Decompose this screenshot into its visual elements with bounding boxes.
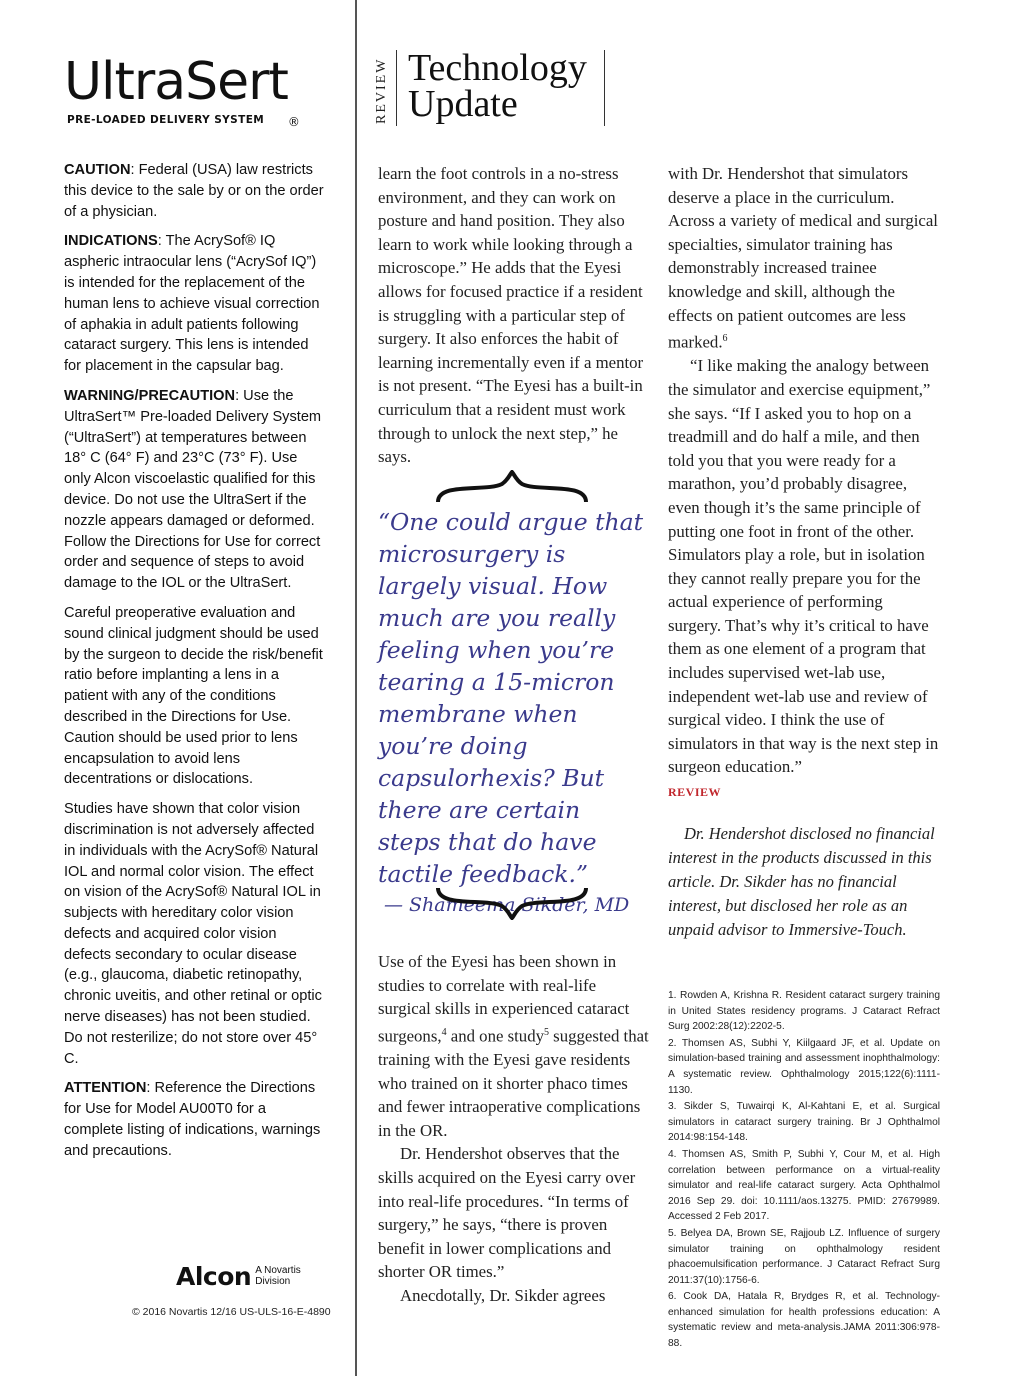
pull-quote-attribution: — Shameema Sikder, MD [384, 894, 630, 916]
ref-sup-4: 4 [441, 1026, 447, 1038]
warning-text: : Use the UltraSert™ Pre-loaded Delivery System (“UltraSert”) at temperatures between 18° C (64° F) and 23°C (73° F). Use only Alcon viscoelastic qualified for this device. Do not use the UltraSert if the nozzle appears damaged or deformed. Follow the Directions for Use for correct order and sequence of steps to avoid damage to the IOL or the UltraSert. [64, 387, 322, 592]
pull-quote [378, 506, 650, 920]
logo-tagline: PRE-LOADED DELIVERY SYSTEM [67, 114, 265, 126]
references-list [668, 988, 940, 1353]
novartis-line1: A Novartis [255, 1265, 301, 1276]
pull-quote-text: “One could argue that microsurgery is largely visual. How much are you really feeling when you’re tearing a 15-micron membrane when you’re doing capsulorhexis? But there are certain steps that do have tactile feedback.” [378, 508, 644, 888]
brand-name: UltraSert [64, 52, 288, 112]
col1-p1-part-b: and one study [446, 1026, 544, 1046]
evaluation-paragraph: Careful preoperative evaluation and sound clinical judgment should be used by the surgeon to decide the risk/benefit ratio before implanting a lens in a patient with any of the conditions described in the Directions for Use. Caution should be used prior to lens encapsulation to avoid lens decentrations or dislocations. [64, 604, 323, 788]
review-label-text: REVIEW [374, 57, 389, 124]
reference-item: 6. Cook DA, Hatala R, Brydges R, et al. Technology-enhanced simulation for health professions education: A systematic review and meta-analysis.JAMA 2011:306:978-88. [668, 1291, 940, 1350]
reference-item: 3. Sikder S, Tuwairqi K, Al-Kahtani E, et al. Surgical simulators in cataract surgery training. Br J Ophthalmol 2014:98:154-148. [668, 1101, 940, 1144]
copyright-line: © 2016 Novartis 12/16 US-ULS-16-E-4890 [132, 1306, 331, 1318]
reference-item: 4. Thomsen AS, Smith P, Subhi Y, Cour M, et al. High correlation between performance on a virtual-reality simulator and real-life cataract surgery. Acta Ophthalmol 2016 Sep 29. doi: 10.1111/aos.13275. PMID: 27679989. Accessed 2 Feb 2017. [668, 1148, 940, 1223]
col1-p1-part-c: suggested that training with the Eyesi gave residents who trained on it shorter phaco times and fewer intraoperative complications in the OR. [378, 1026, 649, 1140]
col1-paragraph-2: Dr. Hendershot observes that the skills acquired on the Eyesi carry over into real-life procedures. “In terms of surgery,” he says, “there is proven benefit in lower complications and shorter OR times.” [378, 1144, 636, 1282]
novartis-line2: Division [255, 1276, 291, 1287]
brace-bottom-icon [436, 886, 588, 920]
indications-paragraph [64, 231, 326, 377]
reference-item: 5. Belyea DA, Brown SE, Rajjoub LZ. Influence of surgery simulator training on ophthalmology resident phacoemulsification performance. J Cataract Refract Surg 2011:37(10):1756-6. [668, 1227, 940, 1286]
disclosure-text: Dr. Hendershot disclosed no financial interest in the products discussed in this article. Dr. Sikder has no financial interest, but disclosed her role as an unpaid advisor to Immersive-Touch. [668, 824, 935, 939]
article-col1-top [378, 162, 650, 469]
novartis-division [255, 1265, 301, 1287]
ultrasert-ad [0, 0, 356, 1376]
header-rule-right [604, 50, 605, 126]
attention-text: : Reference the Directions for Use for Model AU00T0 for a complete listing of indications, warnings and precautions. [64, 1080, 321, 1159]
col1-paragraph-1 [378, 950, 650, 1142]
caution-text: : Federal (USA) law restricts this device to the sale by or on the order of a physician. [64, 162, 324, 220]
indications-text: : The AcrySof® IQ aspheric intraocular lens (“AcrySof IQ”) is intended for the replacement of the human lens to achieve visual correction of aphakia in adult patients following cataract surgery. This lens is intended for placement in the capsular bag. [64, 233, 320, 375]
studies-paragraph: Studies have shown that color vision discrimination is not adversely affected in individuals with the AcrySof® Natural IOL and normal color vision. The effect on vision of the AcrySof® Natural IOL in subjects with hereditary color vision defects and acquired color vision defects secondary to ocular disease (e.g., glaucoma, diabetic retinopathy, chronic uveitis, and other retinal or optic nerve diseases) has not been studied. Do not resterilize; do not store over 45° C. [64, 801, 322, 1067]
alcon-wordmark: Alcon [176, 1261, 252, 1291]
col2-p1-text: with Dr. Hendershot that simulators deserve a place in the curriculum. Across a variety of medical and surgical specialties, simulator training has demonstrably increased trainee knowledge and skill, although the effects on patient outcomes are less marked. [668, 164, 938, 352]
registered-mark: ® [287, 115, 299, 129]
review-tag-text: REVIEW [668, 785, 722, 800]
col2-paragraph-2: “I like making the analogy between the simulator and exercise equipment,” she says. “If I asked you to hop on a treadmill and do half a mile, and then told you that you were ready for a marathon, you’d probably disagree, even though it’s the same principle of putting one foot in front of the other. Simulators play a role, but in isolation they cannot really prepare you for the actual experience of performing surgery. That’s why it’s critical to have them as one element of a program that includes supervised wet-lab use, independent wet-lab use and review of surgical video. I think the use of simulators in that way is the next step in surgeon education.” [668, 356, 939, 777]
attention-label: ATTENTION [64, 1080, 147, 1097]
warning-label: WARNING/PRECAUTION [64, 387, 236, 404]
header-rule-left [396, 50, 397, 126]
alcon-logo [176, 1262, 301, 1290]
title-line-2: Update [408, 83, 518, 125]
col1-top-paragraph: learn the foot controls in a no-stress environment, and they can work on posture and hand position. They also learn to work while looking through a microscope.” He adds that the Eyesi allows for focused practice if a resident is struggling with a particular step of surgery. It also enforces the habit of learning incrementally even if a mentor is not present. “The Eyesi has a built-in curriculum that a resident must work through to unlock the next step,” he says. [378, 164, 644, 467]
indications-label: INDICATIONS [64, 233, 158, 250]
page-divider [355, 0, 357, 1376]
article-col2 [668, 162, 940, 805]
review-end-tag [668, 779, 940, 805]
ad-safety-text [64, 160, 326, 1171]
title-line-1: Technology [408, 47, 587, 89]
col1-paragraph-3: Anecdotally, Dr. Sikder agrees [400, 1285, 606, 1305]
col1-p1-part-a: Use of the Eyesi has been shown in studies to correlate with real-life surgical skills in experienced cataract surgeons, [378, 952, 630, 1046]
attention-paragraph [64, 1078, 326, 1161]
col2-paragraph-1 [668, 162, 940, 354]
article-col1-bottom [378, 950, 650, 1308]
section-title [408, 47, 587, 125]
review-vertical-label [374, 52, 394, 124]
ref-sup-6: 6 [722, 333, 728, 345]
disclosure-note [668, 822, 940, 942]
caution-label: CAUTION [64, 162, 131, 178]
reference-item: 2. Thomsen AS, Subhi Y, Kiilgaard JF, et al. Update on simulation-based training and assessment inophthalmology: A systematic review. Ophthalmology 2015;122(6):1111-1130. [668, 1037, 940, 1096]
brace-top-icon [436, 470, 588, 504]
warning-paragraph [64, 386, 326, 594]
ref-sup-5: 5 [543, 1026, 549, 1038]
caution-paragraph [64, 160, 326, 222]
reference-item: 1. Rowden A, Krishna R. Resident cataract surgery training in United States residency programs. J Cataract Refract Surg 2002:28(12):2202-5. [668, 990, 940, 1033]
